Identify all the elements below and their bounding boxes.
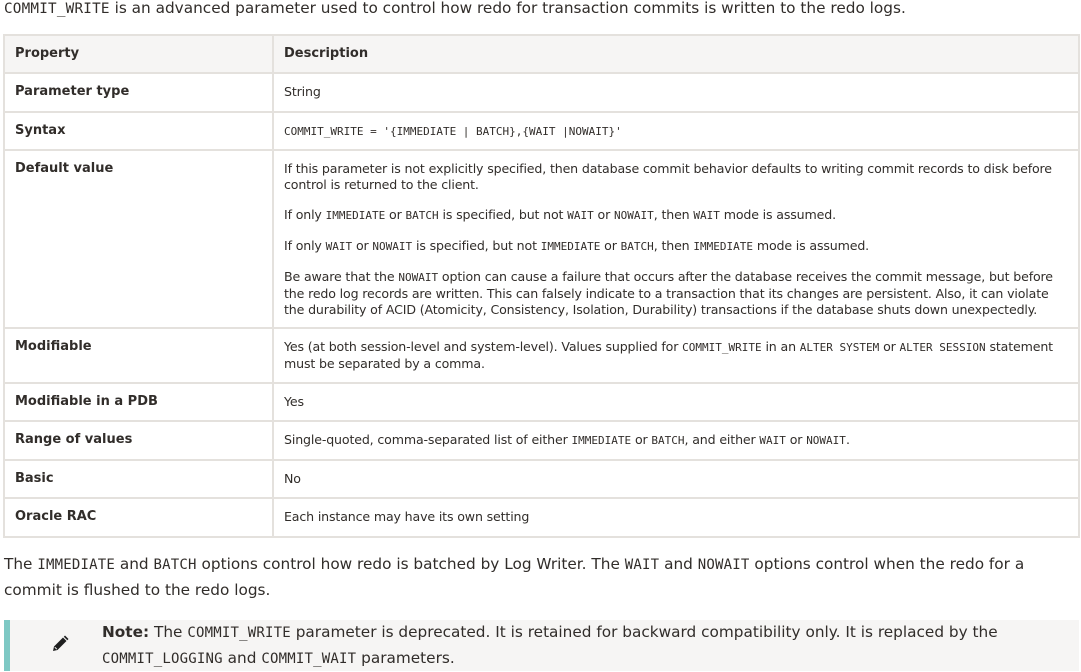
default-paragraph-3: If only WAIT or NOWAIT is specified, but not IMMEDIATE or BATCH, then IMMEDIATE mode is assumed.	[284, 238, 870, 253]
table-row	[4, 150, 1079, 328]
parameter-table	[3, 34, 1080, 538]
property-cell: Parameter type	[4, 73, 273, 112]
property-cell: Modifiable	[4, 328, 273, 383]
description-cell: Each instance may have its own setting	[273, 498, 1079, 537]
description-cell: Yes	[273, 383, 1079, 421]
property-cell: Default value	[4, 150, 273, 328]
intro-text: is an advanced parameter used to control how redo for transaction commits is written to the redo logs.	[109, 0, 906, 17]
table-row	[4, 383, 1079, 421]
description-cell: No	[273, 460, 1079, 498]
note-label: Note:	[102, 623, 150, 641]
param-name: COMMIT_WRITE	[4, 1, 110, 17]
header-property: Property	[4, 35, 273, 73]
default-paragraph-4: Be aware that the NOWAIT option can cause a failure that occurs after the database receives the commit message, but before the redo log records are written. This can falsely indicate to a transaction that its changes are persistent. Also, it can violate the durability of ACID (Atomicity, Consistency, Isolation, Durability) transactions if the database shuts down unexpectedly.	[284, 269, 1053, 317]
property-cell: Basic	[4, 460, 273, 498]
table-header-row	[4, 35, 1079, 73]
header-description: Description	[273, 35, 1079, 73]
table-row	[4, 328, 1079, 383]
description-cell	[273, 112, 1079, 150]
table-row	[4, 112, 1079, 150]
property-cell: Oracle RAC	[4, 498, 273, 537]
note-text: Note: The COMMIT_WRITE parameter is deprecated. It is retained for backward compatibility only. It is replaced by the COMMIT_LOGGING and COMMIT_WAIT parameters.	[102, 623, 998, 667]
table-row	[4, 421, 1079, 460]
default-paragraph-1: If this parameter is not explicitly specified, then database commit behavior defaults to writing commit records to disk before control is returned to the client.	[284, 161, 1052, 192]
property-cell: Range of values	[4, 421, 273, 460]
description-cell: Single-quoted, comma-separated list of either IMMEDIATE or BATCH, and either WAIT or NOWAIT.	[273, 421, 1079, 460]
property-cell: Modifiable in a PDB	[4, 383, 273, 421]
description-cell: String	[273, 73, 1079, 112]
options-paragraph: The IMMEDIATE and BATCH options control how redo is batched by Log Writer. The WAIT and NOWAIT options control when the redo for a commit is flushed to the redo logs.	[4, 555, 1025, 599]
deprecation-note	[4, 620, 1079, 671]
table-row	[4, 460, 1079, 498]
pencil-icon	[50, 634, 70, 654]
table-row	[4, 73, 1079, 112]
property-cell: Syntax	[4, 112, 273, 150]
table-row	[4, 498, 1079, 537]
syntax-code: COMMIT_WRITE = '{IMMEDIATE | BATCH},{WAIT |NOWAIT}'	[284, 125, 622, 138]
description-cell: Yes (at both session-level and system-level). Values supplied for COMMIT_WRITE in an ALTER SYSTEM or ALTER SESSION statement must be separated by a comma.	[273, 328, 1079, 383]
description-cell	[273, 150, 1079, 328]
default-paragraph-2: If only IMMEDIATE or BATCH is specified, but not WAIT or NOWAIT, then WAIT mode is assumed.	[284, 207, 836, 222]
intro-paragraph	[4, 0, 1079, 20]
